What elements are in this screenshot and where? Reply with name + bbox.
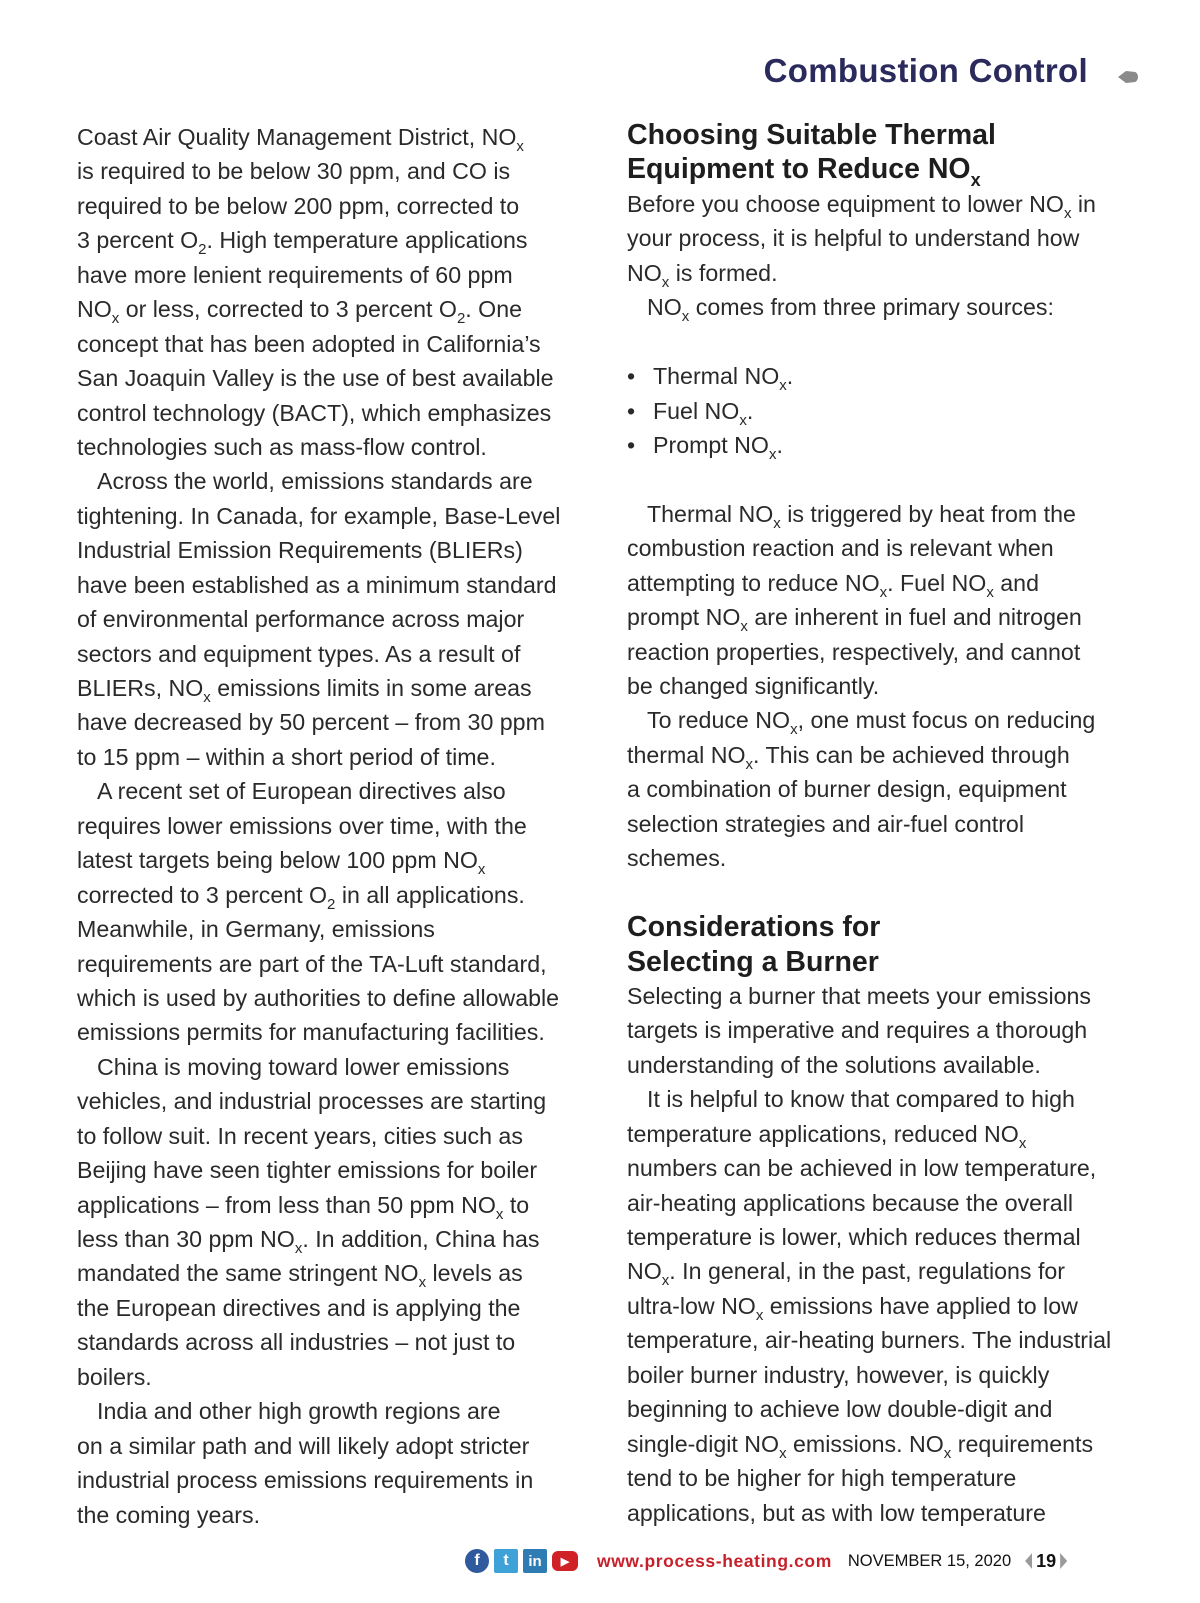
subscript: x <box>661 1272 670 1290</box>
text-line: attempting to reduce $NO_x$. Fuel $NO_x$ and <box>627 569 1039 601</box>
text-line: required to be below 200 ppm, corrected to <box>77 192 520 219</box>
text-line: beginning to achieve low double-digit and <box>627 1396 1053 1423</box>
text-line: Thermal $NO_x$ is triggered by heat from the <box>647 500 1076 532</box>
text-line: less than 30 ppm $NO_x$. In addition, China has <box>77 1226 540 1257</box>
text-line: sectors and equipment types. As a result of <box>77 640 521 667</box>
section-heading-line: Choosing Suitable Thermal <box>627 119 996 151</box>
text-line: reaction properties, respectively, and cannot <box>627 638 1081 665</box>
subscript: x <box>1018 1134 1027 1152</box>
text-line: temperature, air-heating burners. The industrial <box>627 1327 1112 1354</box>
text-line: $NO_x$ or less, corrected to 3 percent $O_2$. One <box>77 296 523 328</box>
subscript: x <box>294 1240 303 1257</box>
right-column <box>627 118 1111 1530</box>
text-line: Industrial Emission Requirements (BLIERs) <box>77 537 523 564</box>
text-line: A recent set of European directives also <box>97 778 506 805</box>
text-line: the European directives and is applying the <box>77 1294 521 1321</box>
bullet-icon: • <box>627 363 636 390</box>
text-line: to 15 ppm – within a short period of time. <box>77 743 496 770</box>
facebook-icon[interactable]: f <box>465 1549 489 1573</box>
text-line: numbers can be achieved in low temperature, <box>627 1155 1097 1182</box>
section-title: Combustion Control <box>763 52 1088 89</box>
text-line: corrected to 3 percent $O_2$ in all applications. <box>77 881 525 913</box>
text-line: Before you choose equipment to lower $NO_x$ in <box>627 190 1096 222</box>
text-line <box>627 876 1111 910</box>
text-line: mandated the same stringent $NO_x$ levels as <box>77 1260 523 1292</box>
text-line: which is used by authorities to define allowable <box>77 984 560 1011</box>
text-line: to follow suit. In recent years, cities such as <box>77 1122 523 1149</box>
subscript: x <box>745 755 754 773</box>
text-line: $NO_x$ is formed. <box>627 259 778 291</box>
subscript: x <box>1063 204 1072 222</box>
bullet-item: • Thermal $NO_x$. <box>627 359 1111 393</box>
text-line: applications, but as with low temperature <box>627 1499 1046 1526</box>
text-line: latest targets being below 100 ppm $NO_x$ <box>77 847 486 879</box>
text-line: standards across all industries – not just to <box>77 1329 516 1356</box>
subscript: x <box>477 861 486 879</box>
text-line: your process, it is helpful to understand how <box>627 225 1080 252</box>
prev-page-icon[interactable] <box>1025 1553 1032 1569</box>
bullet-icon: • <box>627 397 636 424</box>
text-line: 3 percent $O_2$. High temperature applications <box>77 227 528 259</box>
text-line: vehicles, and industrial processes are starting <box>77 1088 547 1115</box>
subscript: x <box>755 1306 764 1324</box>
subscript: 2 <box>456 310 466 328</box>
text-line: It is helpful to know that compared to high <box>647 1086 1075 1113</box>
text-line: tend to be higher for high temperature <box>627 1465 1017 1492</box>
text-line: Selecting a burner that meets your emissions <box>627 982 1091 1009</box>
text-line: air-heating applications because the overall <box>627 1189 1073 1216</box>
subscript: x <box>779 1444 787 1462</box>
left-column <box>77 120 560 1532</box>
text-line: targets is imperative and requires a thorough <box>627 1017 1088 1044</box>
text-line: BLIERs, $NO_x$ emissions limits in some areas <box>77 675 532 706</box>
text-line: control technology (BACT), which emphasizes <box>77 399 552 426</box>
section-heading-line: Selecting a Burner <box>627 945 879 978</box>
subscript: x <box>970 170 981 191</box>
subscript: x <box>418 1274 427 1292</box>
text-line: combustion reaction and is relevant when <box>627 535 1054 562</box>
text-line: Meanwhile, in Germany, emissions <box>77 916 435 943</box>
subscript: x <box>773 514 781 532</box>
text-line: understanding of the solutions available. <box>627 1051 1041 1078</box>
subscript: 2 <box>327 895 336 913</box>
text-line: have more lenient requirements of 60 ppm <box>77 261 513 288</box>
section-heading-line: Considerations for <box>627 911 881 944</box>
subscript: x <box>879 583 888 601</box>
text-line: single-digit $NO_x$ emissions. $NO_x$ requirements <box>627 1430 1094 1462</box>
youtube-icon[interactable]: ▶ <box>552 1551 578 1571</box>
section-heading-line: Equipment to Reduce $NO_x$ <box>627 153 981 191</box>
text-line: temperature applications, reduced $NO_x$ <box>627 1120 1027 1152</box>
text-line: technologies such as mass-flow control. <box>77 433 487 460</box>
text-line: Beijing have seen tighter emissions for boiler <box>77 1157 538 1184</box>
text-line: a combination of burner design, equipment <box>627 776 1067 803</box>
next-page-icon[interactable] <box>1060 1553 1067 1569</box>
text-line: boilers. <box>77 1363 152 1390</box>
subscript: x <box>681 308 690 326</box>
subscript: x <box>768 445 777 463</box>
text-line: prompt $NO_x$ are inherent in fuel and nitrogen <box>627 604 1082 636</box>
text-line <box>627 462 1111 496</box>
text-line <box>627 325 1111 359</box>
bullet-icon: • <box>627 431 636 458</box>
arrow-icon <box>1118 71 1138 83</box>
text-line: Coast Air Quality Management District, $NO_x$ <box>77 124 524 155</box>
text-line: India and other high growth regions are <box>97 1398 501 1425</box>
subscript: x <box>740 618 748 636</box>
text-line: $NO_x$. In general, in the past, regulations for <box>627 1258 1065 1290</box>
text-line: have been established as a minimum standard <box>77 571 557 598</box>
page-number-text: 19 <box>1036 1550 1057 1571</box>
subscript: x <box>661 273 670 291</box>
text-line: $NO_x$ comes from three primary sources: <box>647 294 1054 326</box>
text-line: on a similar path and will likely adopt stricter <box>77 1432 530 1459</box>
text-line: ultra-low $NO_x$ emissions have applied to low <box>627 1292 1078 1324</box>
text-line: China is moving toward lower emissions <box>97 1053 510 1080</box>
text-line: tightening. In Canada, for example, Base-Level <box>77 502 561 529</box>
issue-date: NOVEMBER 15, 2020 <box>847 1551 1012 1570</box>
subscript: x <box>495 1205 504 1223</box>
twitter-icon[interactable]: t <box>494 1549 518 1573</box>
text-line: boiler burner industry, however, is quickly <box>627 1361 1050 1388</box>
text-line: emissions permits for manufacturing facilities. <box>77 1019 545 1046</box>
text-line: selection strategies and air-fuel control <box>627 810 1024 837</box>
linkedin-icon[interactable]: in <box>523 1549 547 1573</box>
website-link[interactable]: www.process-heating.com <box>597 1550 832 1571</box>
subscript: x <box>111 310 120 328</box>
text-line: requires lower emissions over time, with the <box>77 812 527 839</box>
text-line: temperature is lower, which reduces thermal <box>627 1224 1081 1250</box>
text-line: is required to be below 30 ppm, and CO is <box>77 158 511 185</box>
text-line: the coming years. <box>77 1501 261 1528</box>
subscript: x <box>739 411 747 429</box>
subscript: 2 <box>198 241 207 259</box>
text-line: To reduce $NO_x$, one must focus on reducing <box>647 707 1096 739</box>
text-line: concept that has been adopted in California’s <box>77 330 541 357</box>
text-line: thermal $NO_x$. This can be achieved through <box>627 741 1070 773</box>
text-line: applications – from less than 50 ppm $NO_x$ to <box>77 1191 530 1223</box>
bullet-item: • Prompt $NO_x$. <box>627 428 1111 462</box>
subscript: x <box>779 377 787 395</box>
text-line: industrial process emissions requirements in <box>77 1467 534 1494</box>
text-line: of environmental performance across major <box>77 606 525 633</box>
footer <box>465 1545 1067 1577</box>
text-line: San Joaquin Valley is the use of best available <box>77 365 554 392</box>
text-line: requirements are part of the TA-Luft standard, <box>77 950 547 977</box>
subscript: x <box>986 583 994 601</box>
text-line: be changed significantly. <box>627 673 880 699</box>
text-line: Across the world, emissions standards are <box>97 468 533 495</box>
subscript: x <box>790 721 798 739</box>
page-number <box>1025 1551 1067 1572</box>
subscript: x <box>203 689 211 706</box>
text-line: have decreased by 50 percent – from 30 ppm <box>77 709 545 736</box>
text-line: schemes. <box>627 845 727 872</box>
subscript: x <box>516 138 524 155</box>
subscript: x <box>943 1444 952 1462</box>
bullet-item: • Fuel $NO_x$. <box>627 394 1111 428</box>
